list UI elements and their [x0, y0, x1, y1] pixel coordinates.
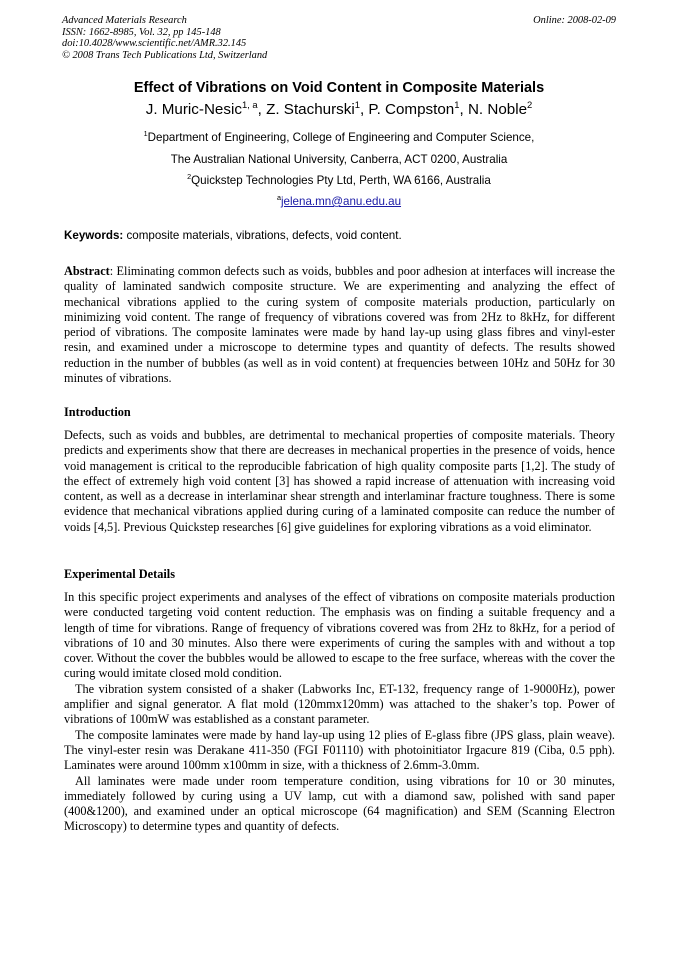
- author-name: N. Noble: [467, 101, 528, 118]
- abstract-text: : Eliminating common defects such as voids, bubbles and poor adhesion at interfaces will increase the quality of laminated sandwich composite structure. We are experimenting and analyzing the effect of mechanical vibrations applied to the curing system of composite materials production, particularly on minimizing void content. The range of frequency of vibrations covered was from 2Hz to 8kHz, for different period of vibrations. The composite laminates were made by hand lay-up using glass fibres and vinyl-ester resin, and examined under a microscope to determine types and quantity of defects. The results showed reduction in the number of bubbles (as well as in void content) at frequencies between 10Hz and 50Hz for 30 minutes of vibrations.: [64, 264, 615, 386]
- author-separator: ,: [257, 101, 267, 118]
- affiliation-text: Department of Engineering, College of Engineering and Computer Science,: [147, 131, 535, 144]
- paragraph: All laminates were made under room temperature condition, using vibrations for 10 or 30 minutes, immediately followed by curing using a UV lamp, cut with a diamond saw, polished with sand paper (400&1200), and examined under an optical microscope (64 magnification) and SEM (Scanning Electron Microscopy) to determine types and quantity of defects.: [64, 773, 615, 834]
- keywords-text: composite materials, vibrations, defects, void content.: [123, 229, 402, 242]
- author-name: Z. Stachurski: [266, 101, 355, 118]
- experimental-heading: Experimental Details: [64, 567, 175, 581]
- doi-line: doi:10.4028/www.scientific.net/AMR.32.145: [62, 38, 247, 50]
- author-name: P. Compston: [368, 101, 455, 118]
- paragraph: The composite laminates were made by hand lay-up using 12 plies of E-glass fibre (JPS glass, plain weave). The vinyl-ester resin was Derakane 411-350 (FGI F01110) with photoinitiator Irgacure 819 (Ciba, 0.5 pph). Laminates were around 100mm x100mm in size, with a thickness of 2.6mm-3.0mm.: [64, 727, 615, 773]
- affiliation-1-line-1: [0, 131, 678, 144]
- affiliation-2: [0, 174, 678, 187]
- copyright-line: © 2008 Trans Tech Publications Ltd, Switzerland: [62, 49, 268, 61]
- author-affiliation-marker: 1, a: [241, 98, 258, 110]
- email-marker: a: [276, 193, 281, 203]
- contact-email-line: [0, 195, 678, 208]
- paragraph: Defects, such as voids and bubbles, are detrimental to mechanical properties of composite materials. Theory predicts and experiments show that there are decreases in mechanical properties in the presence of voids, hence void management is critical to the reproducible fabrication of high quality composite parts [1,2]. The study of the effect of extremely high void content [3] has showed a rapid increase of attenuation with increasing void content, as well as a decrease in interlaminar shear strength and interlaminar fracture toughness. There is some evidence that mechanical vibrations applied during curing of a laminated composite can reduce the number of voids [4,5]. Previous Quickstep researches [6] give guidelines for exploring vibrations as a void eliminator.: [64, 428, 615, 534]
- affiliation-text: Quickstep Technologies Pty Ltd, Perth, WA 6166, Australia: [191, 174, 491, 187]
- author-separator: ,: [459, 101, 468, 118]
- author-list: [0, 98, 678, 118]
- abstract: [64, 264, 615, 386]
- author-affiliation-marker: 1: [454, 98, 460, 110]
- paper-title: Effect of Vibrations on Void Content in Composite Materials: [133, 80, 545, 96]
- author-separator: ,: [359, 101, 369, 118]
- paragraph: The vibration system consisted of a shaker (Labworks Inc, ET-132, frequency range of 1-9000Hz), power amplifier and signal generator. A flat mold (120mmx120mm) was attached to the shaker’s top. Power of vibrations of 100mW was established as a constant parameter.: [64, 681, 615, 727]
- journal-name: Advanced Materials Research: [62, 15, 187, 26]
- online-date: Online: 2008-02-09: [533, 15, 616, 26]
- journal-header: [62, 15, 267, 61]
- author-name: J. Muric-Nesic: [145, 101, 242, 118]
- issn-line: ISSN: 1662-8985, Vol. 32, pp 145-148: [62, 26, 221, 38]
- paragraph: In this specific project experiments and analyses of the effect of vibrations on composite materials production were conducted targeting void content reduction. The emphasis was on finding a suitable frequency and a length of time for vibrations. Range of frequency of vibrations covered was from 2Hz to 8kHz, for a period of vibrations of 10 and 30 minutes. Also there were experiments of curing the samples with and without a top cover. Without the cover the bubbles would be allowed to escape to the free surface, whereas with the cover the curing would imitate closed mold condition.: [64, 590, 615, 681]
- author-affiliation-marker: 2: [527, 98, 533, 110]
- affiliation-marker: 1: [143, 129, 148, 139]
- affiliation-marker: 2: [187, 172, 192, 182]
- introduction-text: [64, 428, 615, 535]
- abstract-label: Abstract: [64, 264, 110, 278]
- introduction-heading: Introduction: [64, 405, 131, 419]
- keywords-label: Keywords:: [64, 229, 124, 242]
- affiliation-1-line-2: The Australian National University, Canberra, ACT 0200, Australia: [170, 153, 508, 166]
- keywords: [64, 229, 402, 242]
- email-link[interactable]: jelena.mn@anu.edu.au: [280, 195, 402, 208]
- author-affiliation-marker: 1: [354, 98, 360, 110]
- experimental-text: [64, 590, 615, 835]
